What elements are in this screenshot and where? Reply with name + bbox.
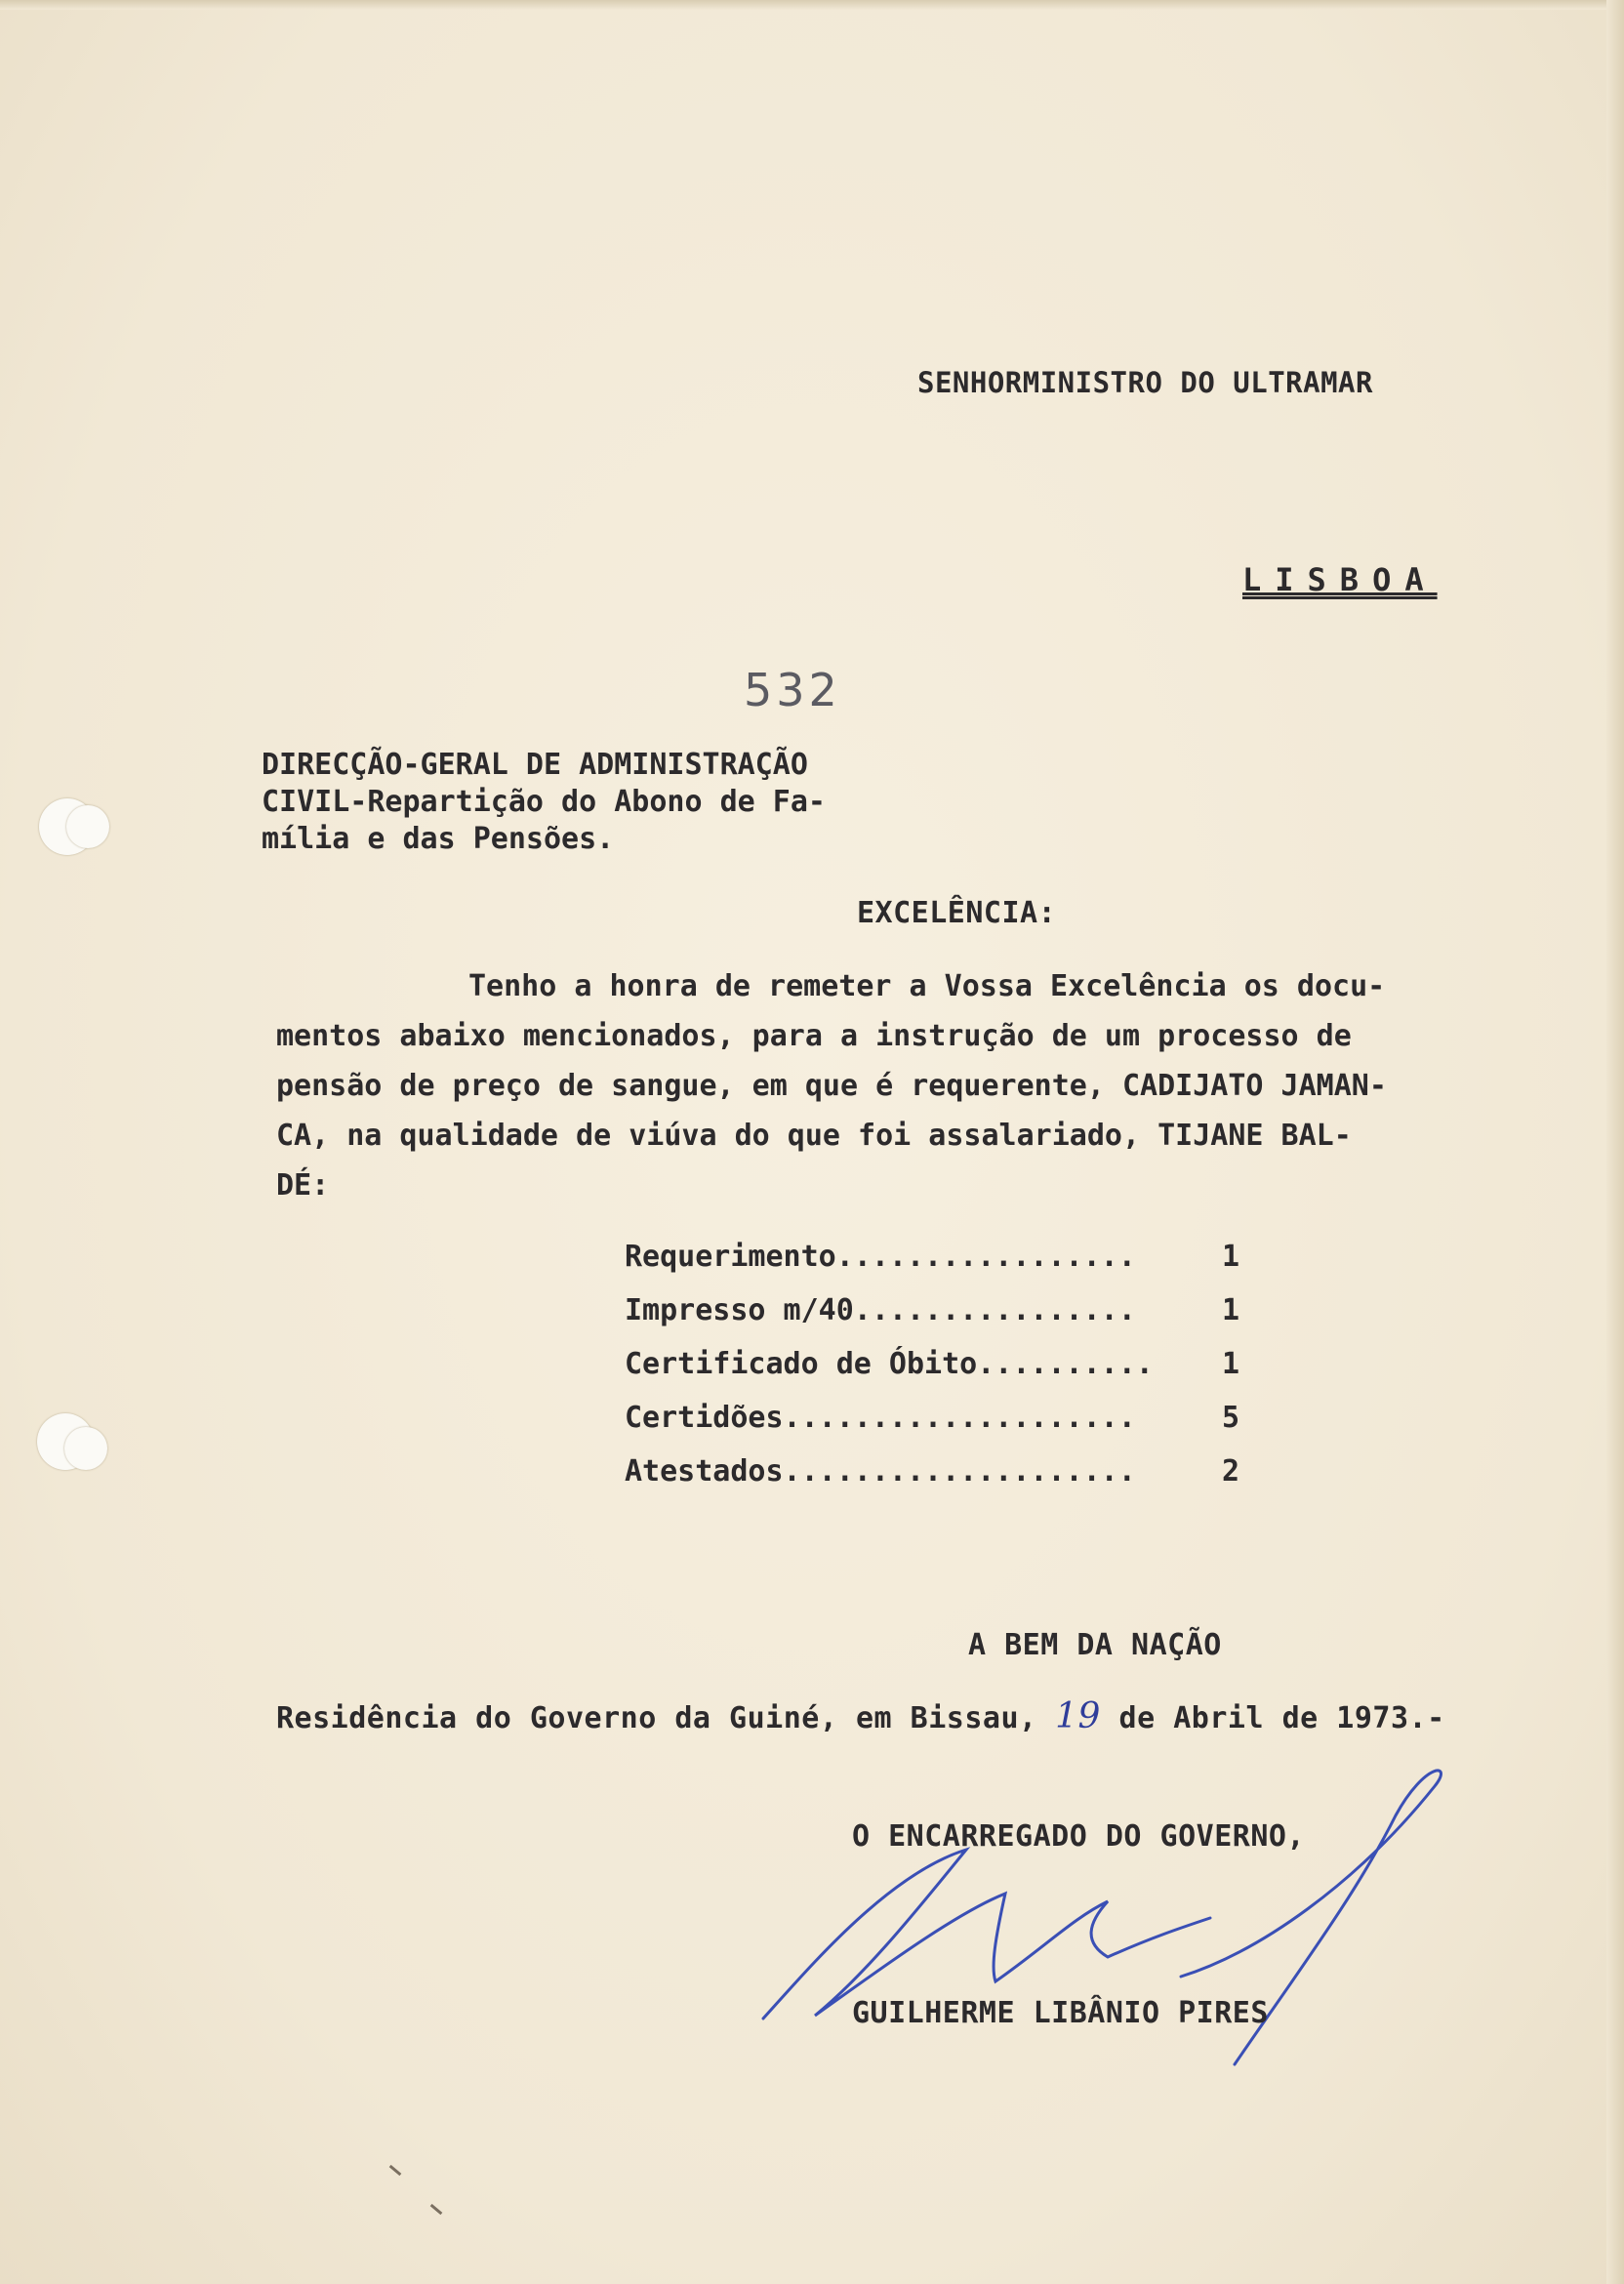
- department-line: CIVIL-Repartição do Abono de Fa-: [262, 785, 826, 819]
- enclosure-label: Impresso m/40................: [625, 1293, 1136, 1327]
- residence-prefix: Residência do Governo da Guiné, em Bissau,: [276, 1701, 1037, 1735]
- letter-body: [276, 961, 1486, 1210]
- enclosure-count: 1: [1221, 1293, 1239, 1327]
- addressee: SENHORMINISTRO DO ULTRAMAR: [917, 366, 1373, 399]
- enclosure-count: 5: [1221, 1401, 1239, 1435]
- enclosure-list: [625, 1240, 1239, 1508]
- department-block: [262, 747, 826, 858]
- enclosure-label: Atestados....................: [625, 1454, 1136, 1489]
- department-line: mília e das Pensões.: [262, 822, 615, 856]
- enclosure-item: [625, 1347, 1239, 1401]
- signer-role: O ENCARREGADO DO GOVERNO,: [852, 1819, 1306, 1854]
- paper-top-edge: [0, 0, 1624, 10]
- handwritten-signature: [751, 1757, 1454, 2079]
- enclosure-item: [625, 1401, 1239, 1454]
- punch-hole-top-tear: [66, 805, 109, 848]
- enclosure-item: [625, 1293, 1239, 1347]
- enclosure-item: [625, 1454, 1239, 1508]
- body-line: CA, na qualidade de viúva do que foi assalariado, TIJANE BAL-: [276, 1119, 1352, 1153]
- enclosure-label: Certidões....................: [625, 1401, 1136, 1435]
- body-line: mentos abaixo mencionados, para a instrução de um processo de: [276, 1019, 1352, 1053]
- body-line: DÉ:: [276, 1168, 330, 1203]
- paper-right-edge: [1606, 0, 1624, 2284]
- handwritten-day: 19: [1055, 1696, 1101, 1736]
- city: LISBOA: [1242, 561, 1438, 598]
- body-line: pensão de preço de sangue, em que é requerente, CADIJATO JAMAN-: [276, 1069, 1387, 1103]
- enclosure-label: Certificado de Óbito..........: [625, 1347, 1154, 1381]
- signer-name: GUILHERME LIBÂNIO PIRES: [852, 1996, 1269, 2030]
- closing-formula: A BEM DA NAÇÃO: [968, 1628, 1222, 1662]
- department-line: DIRECÇÃO-GERAL DE ADMINISTRAÇÃO: [262, 748, 808, 782]
- enclosure-count: 1: [1221, 1347, 1239, 1381]
- paper-mark: [430, 2204, 443, 2215]
- enclosure-label: Requerimento.................: [625, 1240, 1136, 1274]
- residence-line: [276, 1696, 1445, 1736]
- salutation: EXCELÊNCIA:: [857, 896, 1057, 930]
- residence-suffix: de Abril de 1973.-: [1118, 1701, 1445, 1735]
- document-number: 532: [744, 664, 841, 716]
- enclosure-item: [625, 1240, 1239, 1293]
- paper-mark: [389, 2165, 402, 2176]
- punch-hole-bottom-tear: [64, 1427, 107, 1470]
- enclosure-count: 1: [1221, 1240, 1239, 1274]
- enclosure-count: 2: [1221, 1454, 1239, 1489]
- body-line: Tenho a honra de remeter a Vossa Excelência os docu-: [468, 969, 1386, 1003]
